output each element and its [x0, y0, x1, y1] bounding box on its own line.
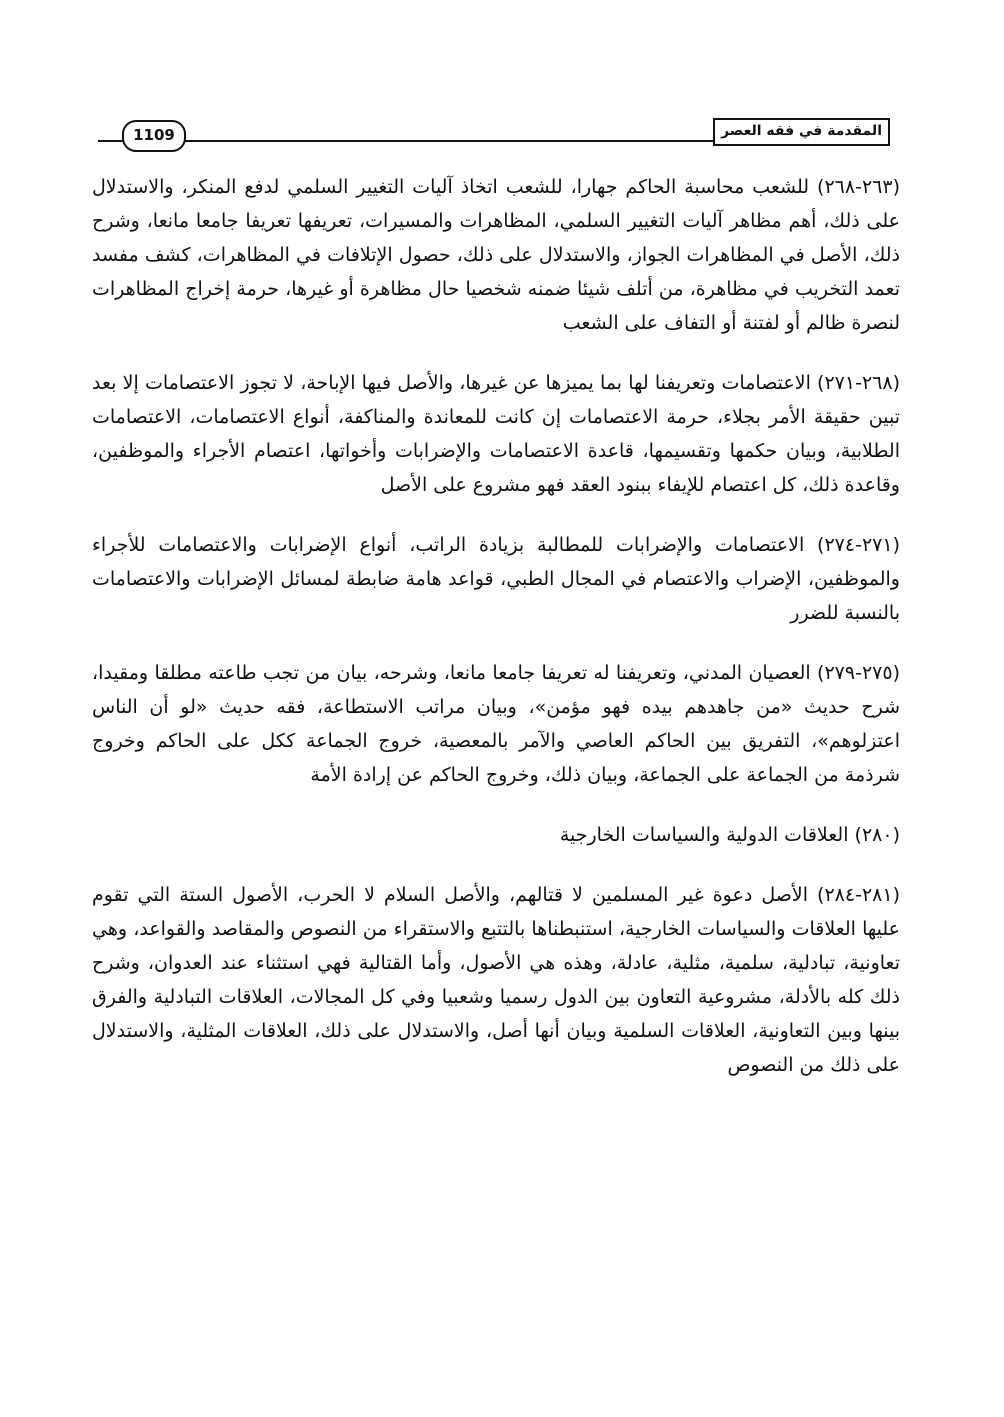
running-title: المقدمة في فقه العصر [713, 118, 890, 146]
paragraph: (٢٦٨-٢٧١) الاعتصامات وتعريفنا لها بما يميزها عن غيرها، والأصل فيها الإباحة، لا تجوز الاعتصامات إلا بعد تبين حقيقة الأمر بجلاء، حرمة الاعتصامات إن كانت للمعاندة والمناكفة، أنواع الاعتصامات، الاعتصامات الطلابية، وبيان حكمها وتقسيمها، قاعدة الاعتصامات والإضرابات وأخواتها، اعتصام الأجراء والموظفين، وقاعدة ذلك، كل اعتصام للإيفاء ببنود العقد فهو مشروع على الأصل [92, 372, 900, 496]
page-number: 1109 [122, 120, 186, 152]
paragraph: (٢٦٣-٢٦٨) للشعب محاسبة الحاكم جهارا، للشعب اتخاذ آليات التغيير السلمي لدفع المنكر، والاستدلال على ذلك، أهم مظاهر آليات التغيير السلمي، المظاهرات والمسيرات، تعريفها تعريفا جامعا مانعا، وشرح ذلك، الأصل في المظاهرات الجواز، والاستدلال على ذلك، حصول الإتلافات في المظاهرات، كشف مفسد تعمد التخريب في مظاهرة، من أتلف شيئا ضمنه شخصيا حال مظاهرة أو غيرها، حرمة إخراج المظاهرات لنصرة ظالم أو لفتنة أو التفاف على الشعب [92, 176, 900, 334]
page-header [98, 118, 890, 148]
paragraph-heading: (٢٨٠) العلاقات الدولية والسياسات الخارجية [559, 824, 900, 846]
paragraph: (٢٨١-٢٨٤) الأصل دعوة غير المسلمين لا قتالهم، والأصل السلام لا الحرب، الأصول الستة التي تقوم عليها العلاقات والسياسات الخارجية، استنبطناها بالتتبع والاستقراء من النصوص والمقاصد والقواعد، وهي تعاونية، تبادلية، سلمية، مثلية، عادلة، وهذه هي الأصول، وأما القتالية فهي استثناء عند العدوان، وشرح ذلك كله بالأدلة، مشروعية التعاون بين الدول رسميا وشعبيا وفي كل المجالات، العلاقات التبادلية والفرق بينها وبين التعاونية، العلاقات السلمية وبيان أنها أصل، والاستدلال على ذلك، العلاقات المثلية، والاستدلال على ذلك من النصوص [92, 884, 900, 1076]
paragraph: (٢٧٥-٢٧٩) العصيان المدني، وتعريفنا له تعريفا جامعا مانعا، وشرحه، بيان من تجب طاعته مطلقا ومقيدا، شرح حديث «من جاهدهم بيده فهو مؤمن»، وبيان مراتب الاستطاعة، فقه حديث «لو أن الناس اعتزلوهم»، التفريق بين الحاكم العاصي والآمر بالمعصية، خروج الجماعة ككل على الحاكم وخروج شرذمة من الجماعة على الجماعة، وبيان ذلك، وخروج الحاكم عن إرادة الأمة [92, 662, 900, 786]
page-body [92, 170, 900, 1108]
paragraph: (٢٧١-٢٧٤) الاعتصامات والإضرابات للمطالبة بزيادة الراتب، أنواع الإضرابات والاعتصامات للأجراء والموظفين، الإضراب والاعتصام في المجال الطبي، قواعد هامة ضابطة لمسائل الإضرابات والاعتصامات بالنسبة للضرر [92, 534, 900, 624]
